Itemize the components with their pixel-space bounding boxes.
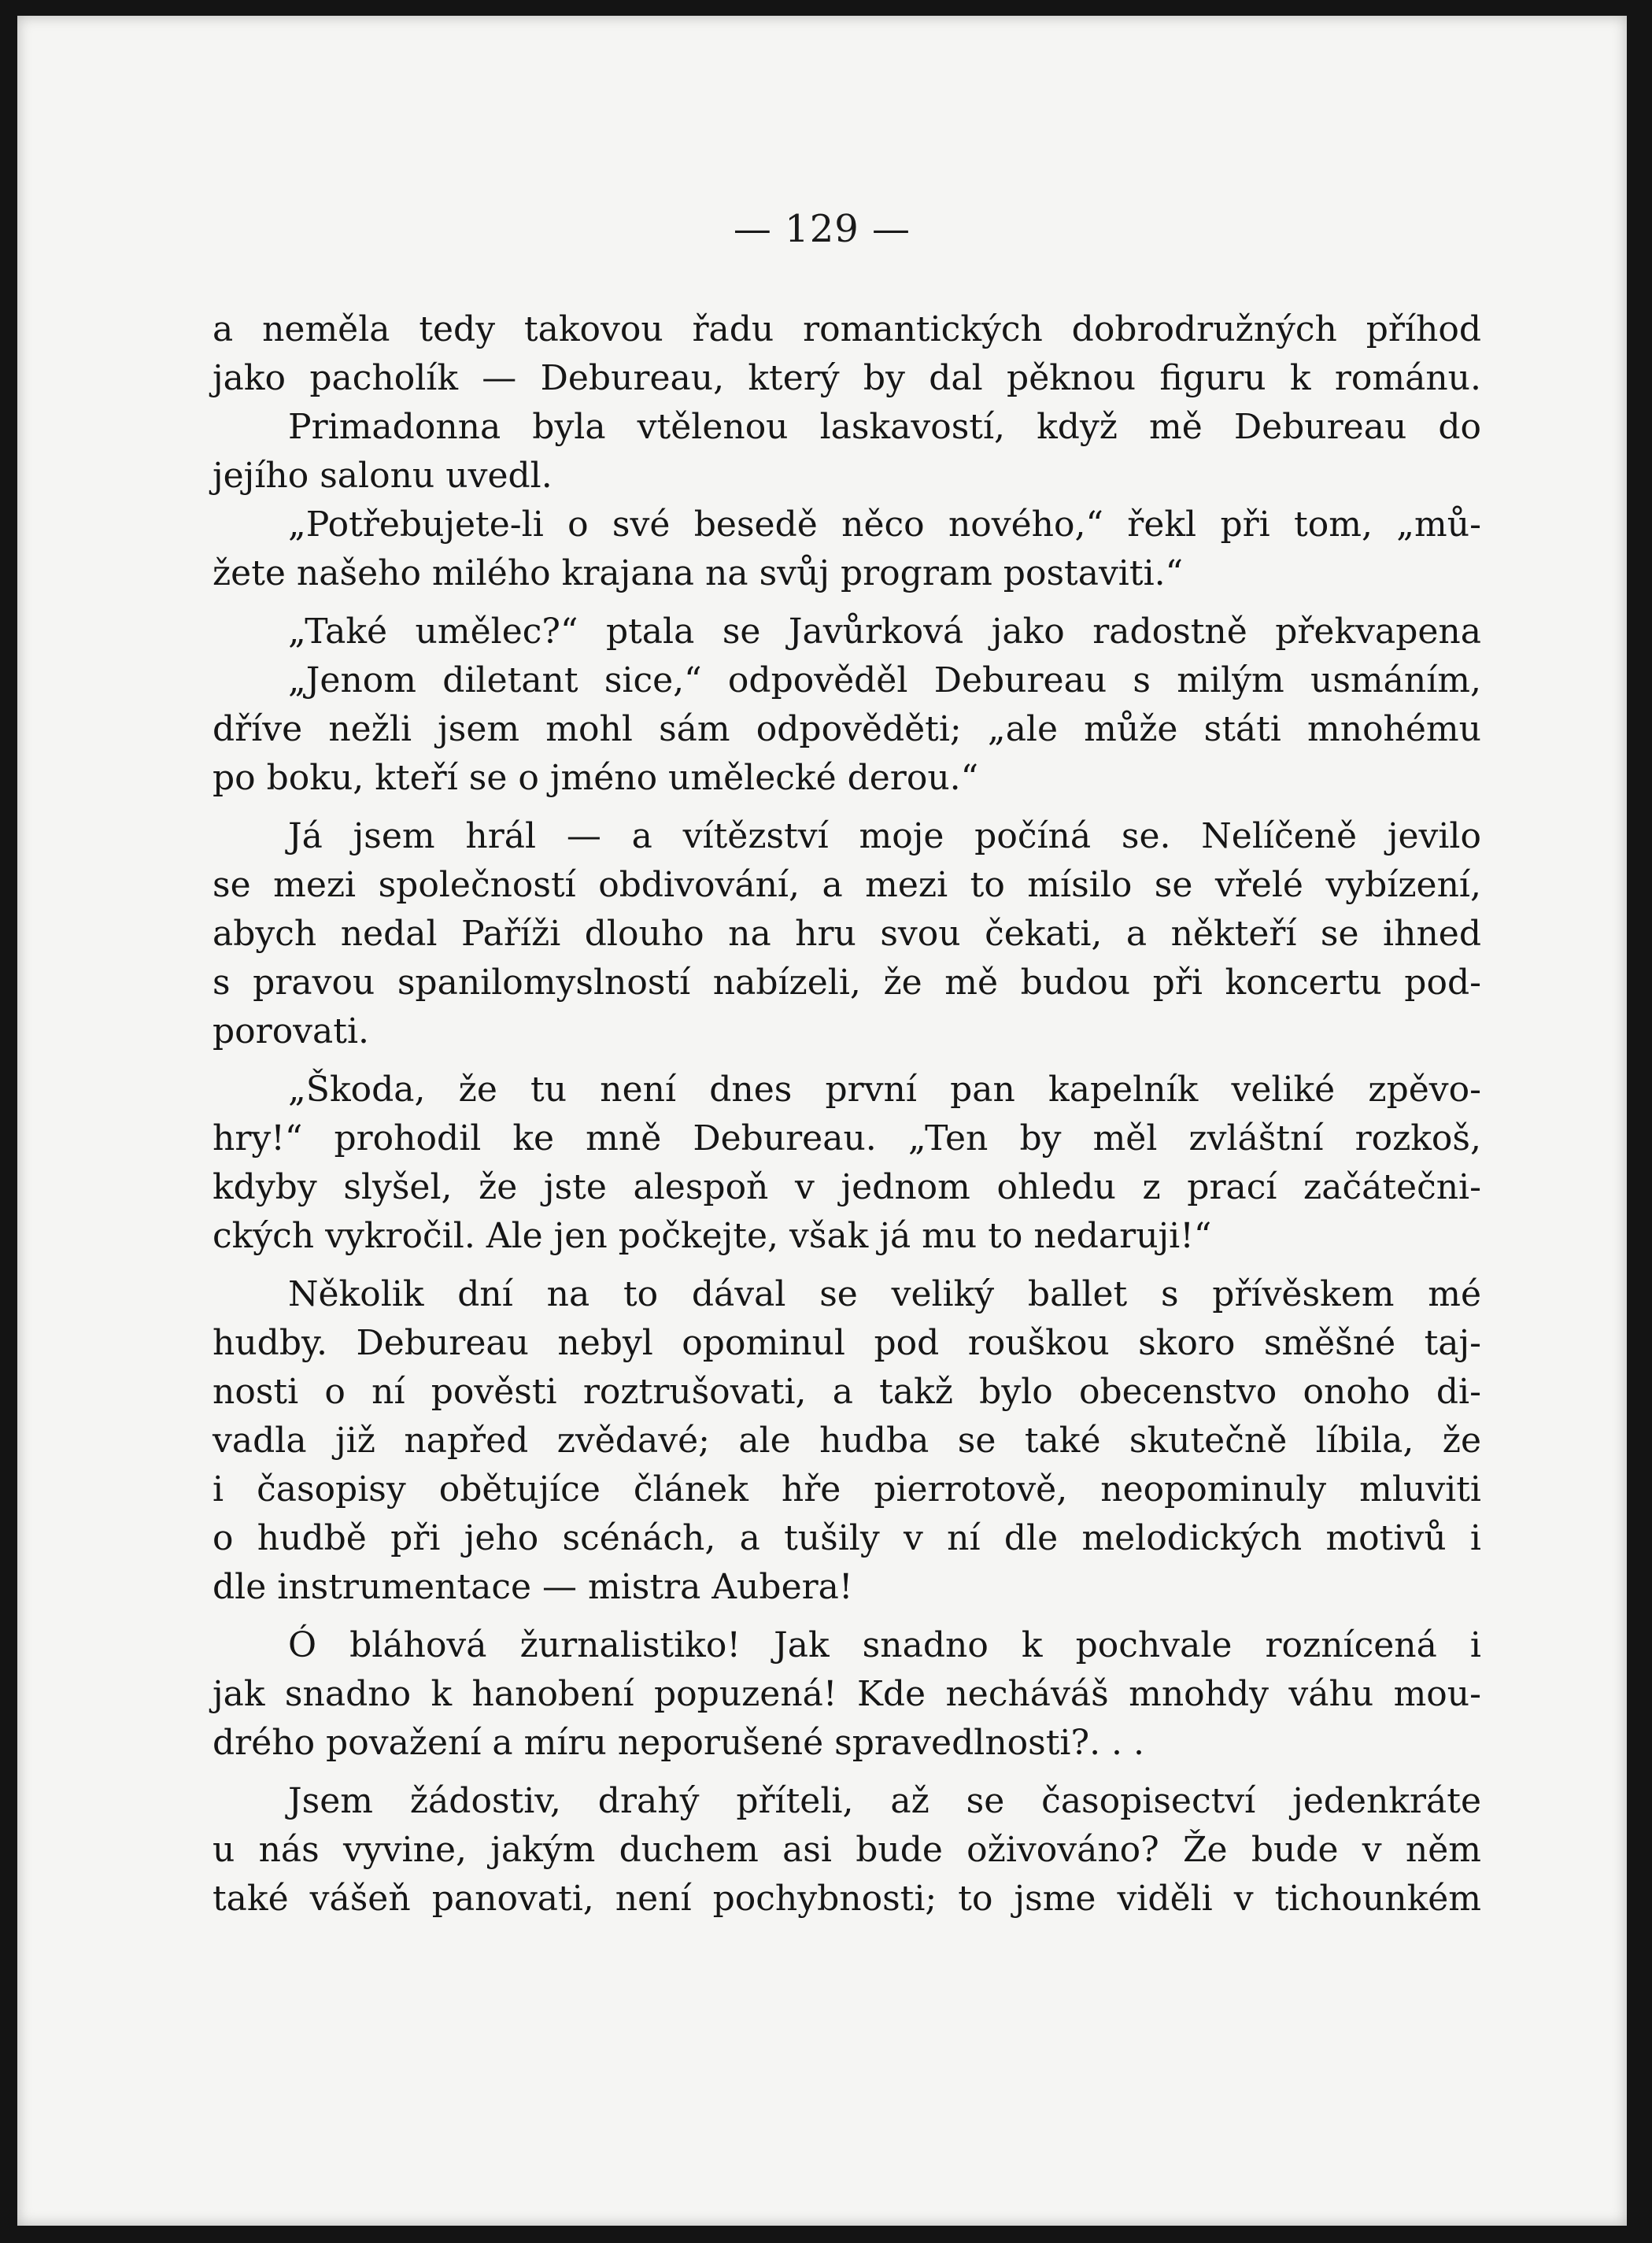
text-line: dle instrumentace — mistra Aubera! — [213, 1567, 853, 1607]
book-page — [17, 16, 1627, 2226]
text-line: Já jsem hrál — a vítězství moje počíná se. Nelíčeně jevilo — [288, 816, 1481, 856]
text-line: Ó bláhová žurnalistiko! Jak snadno k pochvale roznícená i — [288, 1625, 1481, 1665]
text-line: Primadonna byla vtělenou laskavostí, když mě Debureau do — [288, 407, 1481, 447]
text-line: i časopisy obětujíce článek hře pierrotově, neopominuly mluviti — [213, 1469, 1481, 1509]
text-line: u nás vyvine, jakým duchem asi bude oživováno? Že bude v něm — [213, 1830, 1481, 1870]
text-line: nosti o ní pověsti roztrušovati, a takž bylo obecenstvo onoho di- — [213, 1372, 1481, 1412]
text-line: „Potřebujete-li o své besedě něco nového,“ řekl při tom, „mů- — [288, 504, 1481, 545]
text-line: hry!“ prohodil ke mně Debureau. „Ten by měl zvláštní rozkoš, — [213, 1118, 1481, 1158]
text-line: a neměla tedy takovou řadu romantických dobrodružných příhod — [213, 309, 1481, 349]
text-line: kdyby slyšel, že jste alespoň v jednom ohledu z prací začátečni- — [213, 1167, 1481, 1207]
text-line: vadla již napřed zvědavé; ale hudba se také skutečně líbila, že — [213, 1421, 1481, 1461]
text-line: také vášeň panovati, není pochybnosti; to jsme viděli v tichounkém — [213, 1879, 1481, 1919]
text-line: o hudbě při jeho scénách, a tušily v ní dle melodických motivů i — [213, 1518, 1481, 1558]
page-number: — 129 — — [733, 207, 911, 251]
text-line: porovati. — [213, 1011, 370, 1051]
text-line: žete našeho milého krajana na svůj program postaviti.“ — [213, 553, 1184, 593]
text-line: s pravou spanilomyslností nabízeli, že mě budou při koncertu pod- — [213, 963, 1481, 1003]
text-line: drého považení a míru neporušené spravedlnosti?. . . — [213, 1723, 1145, 1763]
text-line: ckých vykročil. Ale jen počkejte, však já mu to nedaruji!“ — [213, 1216, 1212, 1256]
text-line: hudby. Debureau nebyl opominul pod rouškou skoro směšné taj- — [213, 1323, 1481, 1363]
text-line: po boku, kteří se o jméno umělecké derou.“ — [213, 758, 979, 798]
text-line: jako pacholík — Debureau, který by dal pěknou figuru k románu. — [213, 358, 1481, 398]
text-line: abych nedal Paříži dlouho na hru svou čekati, a někteří se ihned — [213, 914, 1481, 954]
body-text — [213, 305, 1481, 1923]
text-line: se mezi společností obdivování, a mezi to mísilo se vřelé vybízení, — [213, 865, 1481, 905]
text-line: jejího salonu uvedl. — [213, 456, 553, 496]
text-line: dříve nežli jsem mohl sám odpověděti; „ale může státi mnohému — [213, 709, 1481, 749]
text-line: Několik dní na to dával se veliký ballet s přívěskem mé — [288, 1274, 1481, 1314]
text-line: jak snadno k hanobení popuzená! Kde necháváš mnohdy váhu mou- — [213, 1674, 1481, 1714]
text-line: „Také umělec?“ ptala se Javůrková jako radostně překvapena — [288, 612, 1481, 652]
text-line: „Škoda, že tu není dnes první pan kapelník veliké zpěvo- — [288, 1070, 1481, 1110]
text-line: „Jenom diletant sice,“ odpověděl Debureau s milým usmáním, — [288, 660, 1481, 700]
text-line: Jsem žádostiv, drahý příteli, až se časopisectví jedenkráte — [288, 1781, 1481, 1821]
